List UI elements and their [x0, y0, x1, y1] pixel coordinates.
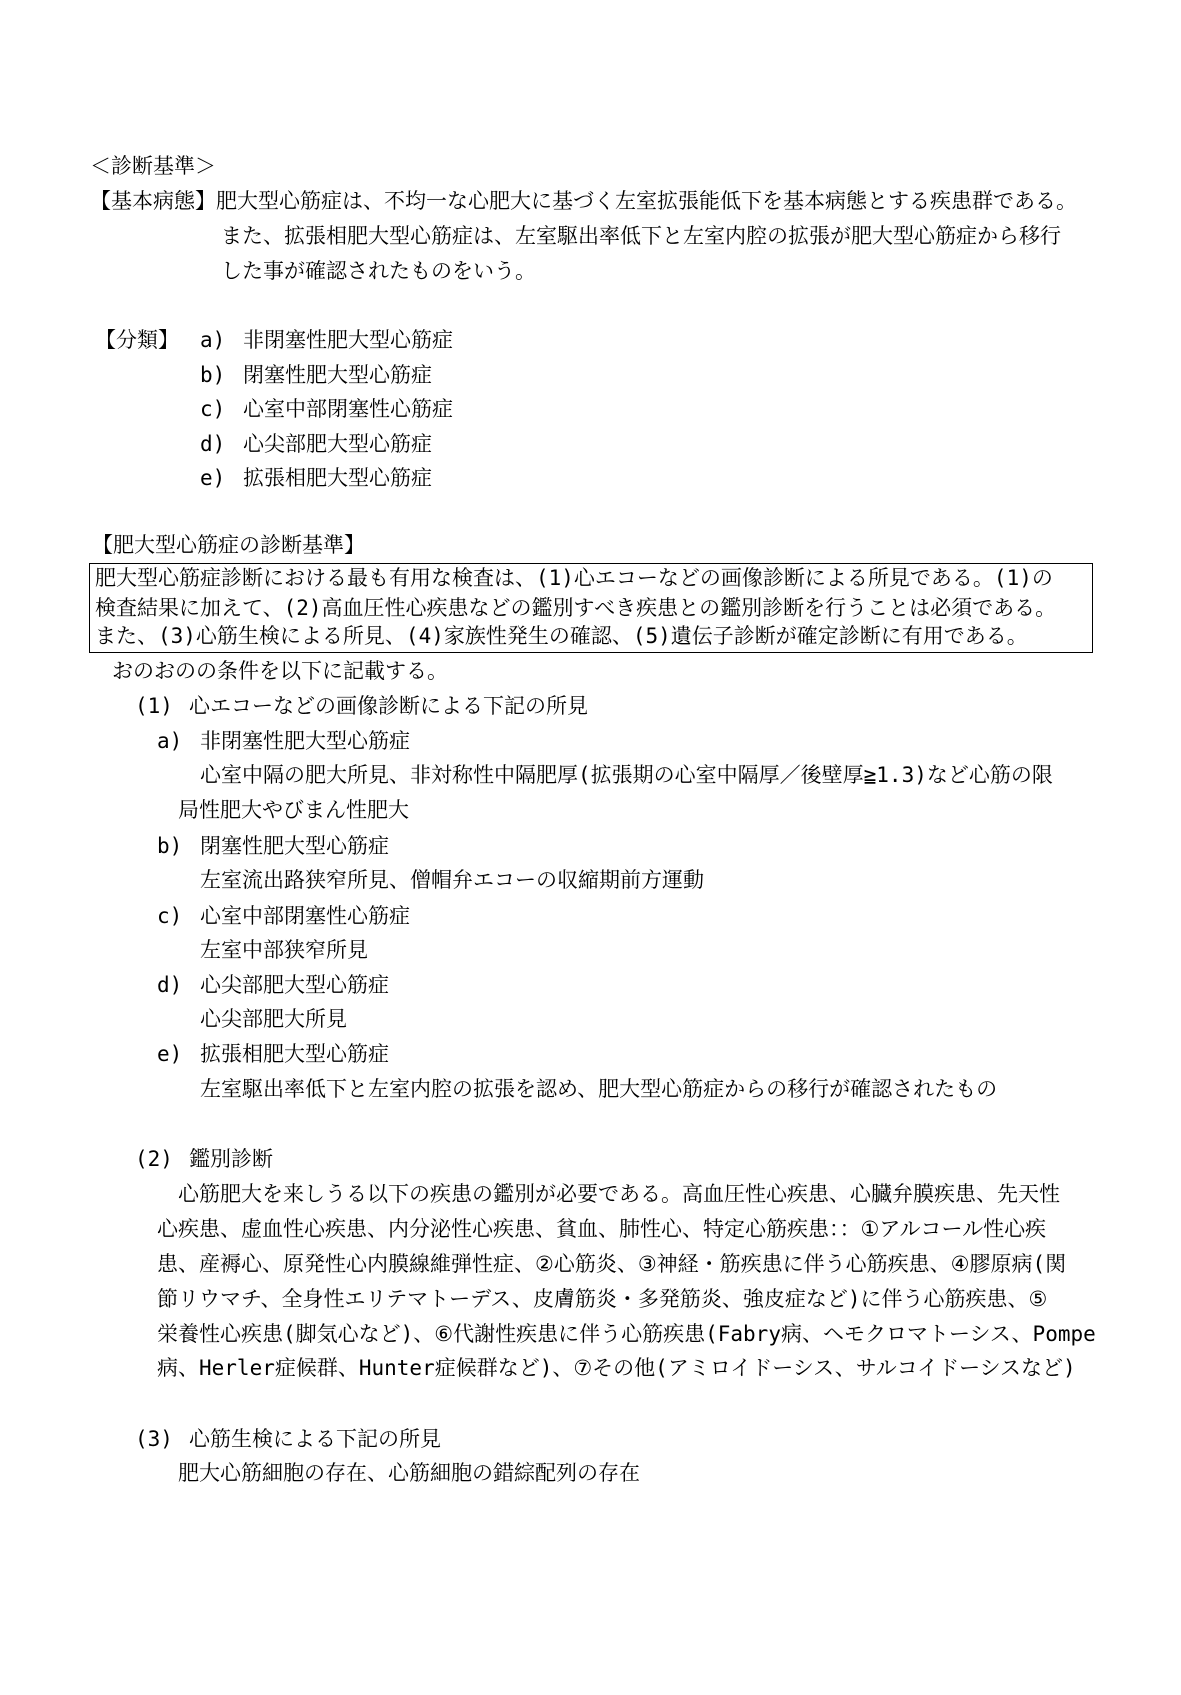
s1-item-title: 非閉塞性肥大型心筋症: [200, 729, 410, 753]
section2-line: 節リウマチ、全身性エリテマトーデス、皮膚筋炎・多発筋炎、強皮症など)に伴う心筋疾患、⑤: [157, 1287, 1048, 1311]
s1-mark: a): [157, 729, 183, 753]
criteria-title: 【肥大型心筋症の診断基準】: [92, 533, 365, 557]
section2-line: 栄養性心疾患(脚気心など)、⑥代謝性疾患に伴う心筋疾患(Fabry病、ヘモクロマトーシス、Pompe: [157, 1322, 1096, 1346]
class-mark: d): [200, 432, 226, 456]
s1-item-text: 心室中隔の肥大所見、非対称性中隔肥厚(拡張期の心室中隔厚／後壁厚≧1.3)など心筋の限: [200, 763, 1053, 787]
section3-line: 肥大心筋細胞の存在、心筋細胞の錯綜配列の存在: [178, 1461, 640, 1485]
s1-item-text: 局性肥大やびまん性肥大: [178, 798, 409, 822]
basic-label: 【基本病態】: [90, 189, 216, 213]
criteria-box-line: 検査結果に加えて、(2)高血圧性心疾患などの鑑別すべき疾患との鑑別診断を行うことは必須である。: [95, 596, 1057, 620]
criteria-box-line: 肥大型心筋症診断における最も有用な検査は、(1)心エコーなどの画像診断による所見である。(1)の: [95, 566, 1053, 590]
s1-item-text: 心尖部肥大所見: [200, 1007, 347, 1031]
class-item: 心室中部閉塞性心筋症: [243, 397, 453, 421]
section2-line: 心筋肥大を来しうる以下の疾患の鑑別が必要である。高血圧性心疾患、心臓弁膜疾患、先天性: [178, 1182, 1060, 1206]
s1-item-title: 拡張相肥大型心筋症: [200, 1042, 389, 1066]
section2-title: 鑑別診断: [189, 1147, 273, 1171]
class-mark: a): [200, 328, 226, 352]
section1-title: 心エコーなどの画像診断による下記の所見: [189, 694, 588, 718]
class-mark: c): [200, 397, 226, 421]
s1-item-title: 心尖部肥大型心筋症: [200, 973, 389, 997]
section1-num: (1): [135, 694, 173, 718]
section2-line: 病、Herler症候群、Hunter症候群など)、⑦その他(アミロイドーシス、サルコイドーシスなど): [157, 1356, 1076, 1380]
section3-num: (3): [135, 1427, 173, 1451]
s1-mark: e): [157, 1042, 183, 1066]
class-mark: e): [200, 466, 226, 490]
criteria-intro: おのおのの条件を以下に記載する。: [112, 659, 448, 683]
basic-line: 肥大型心筋症は、不均一な心肥大に基づく左室拡張能低下を基本病態とする疾患群である。: [216, 189, 1077, 213]
s1-item-text: 左室中部狭窄所見: [200, 938, 368, 962]
s1-mark: b): [157, 834, 183, 858]
s1-item-text: 左室駆出率低下と左室内腔の拡張を認め、肥大型心筋症からの移行が確認されたもの: [200, 1077, 998, 1101]
criteria-box-line: また、(3)心筋生検による所見、(4)家族性発生の確認、(5)遺伝子診断が確定診断に有用である。: [95, 624, 1028, 648]
class-mark: b): [200, 363, 226, 387]
class-item: 心尖部肥大型心筋症: [243, 432, 432, 456]
class-item: 非閉塞性肥大型心筋症: [243, 328, 453, 352]
s1-mark: d): [157, 973, 183, 997]
s1-mark: c): [157, 904, 183, 928]
s1-item-title: 閉塞性肥大型心筋症: [200, 834, 389, 858]
section3-title: 心筋生検による下記の所見: [189, 1427, 441, 1451]
classification-label: 【分類】: [95, 328, 179, 352]
class-item: 拡張相肥大型心筋症: [243, 466, 432, 490]
class-item: 閉塞性肥大型心筋症: [243, 363, 432, 387]
section2-line: 患、産褥心、原発性心内膜線維弾性症、②心筋炎、③神経・筋疾患に伴う心筋疾患、④膠原病(関: [157, 1252, 1067, 1276]
basic-line: した事が確認されたものをいう。: [221, 259, 536, 283]
s1-item-text: 左室流出路狭窄所見、僧帽弁エコーの収縮期前方運動: [200, 868, 704, 892]
section2-line: 心疾患、虚血性心疾患、内分泌性心疾患、貧血、肺性心、特定心筋疾患：：①アルコール性心疾: [157, 1217, 1047, 1241]
s1-item-title: 心室中部閉塞性心筋症: [200, 904, 410, 928]
section2-num: (2): [135, 1147, 173, 1171]
basic-line: また、拡張相肥大型心筋症は、左室駆出率低下と左室内腔の拡張が肥大型心筋症から移行: [221, 224, 1061, 248]
heading: ＜診断基準＞: [90, 154, 216, 178]
